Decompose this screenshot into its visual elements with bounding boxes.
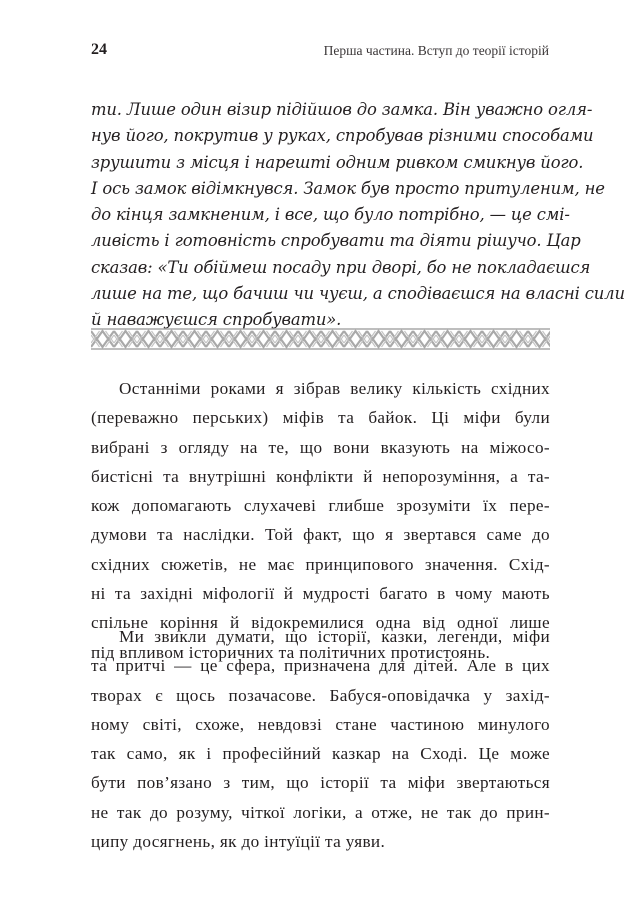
story-ending: [91, 97, 625, 334]
text-line: ливість і готовність спробувати та діяти рішучо. Цар: [91, 231, 581, 251]
text-line: та притчі — це сфера, призначена для дітей. Але в цих: [91, 656, 550, 676]
text-line: під впливом історичних та політичних протистоянь.: [91, 642, 491, 662]
text-line: сказав: «Ти обіймеш посаду при дворі, бо не покладаєшся: [91, 257, 591, 277]
running-header: Перша частина. Вступ до теорії історій: [323, 43, 549, 58]
text-line: Останніми роками я зібрав велику кількість східних: [119, 379, 550, 398]
text-line: лише на те, що бачиш чи чуєш, а сподіваєшся на власні сили: [91, 284, 625, 304]
decorative-braid-divider-icon: [91, 327, 550, 351]
text-line: бути пов’язано з тим, що історії та міфи звертаються: [91, 773, 550, 793]
text-line: й наважуєшся спробувати».: [91, 310, 342, 330]
text-line: вибрані з огляду на те, що вони вказують на міжосо-: [91, 437, 550, 457]
text-line: нув його, покрутив у руках, спробував різними способами: [91, 126, 594, 146]
text-line: ному світі, схоже, невдовзі стане частиною минулого: [91, 714, 550, 734]
page-number: 24: [91, 41, 107, 58]
text-line: ні та західні міфології й мудрості багато в чому мають: [91, 584, 550, 604]
text-line: східних сюжетів, не має принципового значення. Схід-: [91, 554, 550, 574]
text-line: (переважно перських) міфів та байок. Ці міфи були: [91, 408, 550, 428]
text-line: спільне коріння й відокремилися одна від одної лише: [91, 613, 550, 633]
text-line: творах є щось позачасове. Бабуся-оповідачка у захід-: [91, 685, 550, 705]
text-line: ципу досягнень, як до інтуїції та уяви.: [91, 832, 386, 852]
paragraph-2: [91, 622, 550, 856]
text-line: кож допомагають слухачеві глибше зрозуміти їх пере-: [91, 496, 550, 516]
text-line: так само, як і професійний казкар на Сході. Це може: [91, 744, 550, 764]
text-line: до кінця замкненим, і все, що було потрібно, — це смі-: [91, 205, 570, 225]
text-line: І ось замок відімкнувся. Замок був просто притуленим, не: [91, 178, 605, 198]
text-line: думови та наслідки. Той факт, що я звертався саме до: [91, 525, 550, 545]
text-line: зрушити з місця і нарешті одним ривком смикнув його.: [91, 152, 584, 172]
text-line: не так до розуму, чіткої логіки, а отже, не так до прин-: [91, 802, 550, 822]
text-line: бистісні та внутрішні конфлікти й непорозуміння, а та-: [91, 466, 550, 486]
text-line: ти. Лише один візир підійшов до замка. Він уважно огля-: [91, 100, 593, 119]
text-line: Ми звикли думати, що історії, казки, легенди, міфи: [119, 627, 550, 646]
